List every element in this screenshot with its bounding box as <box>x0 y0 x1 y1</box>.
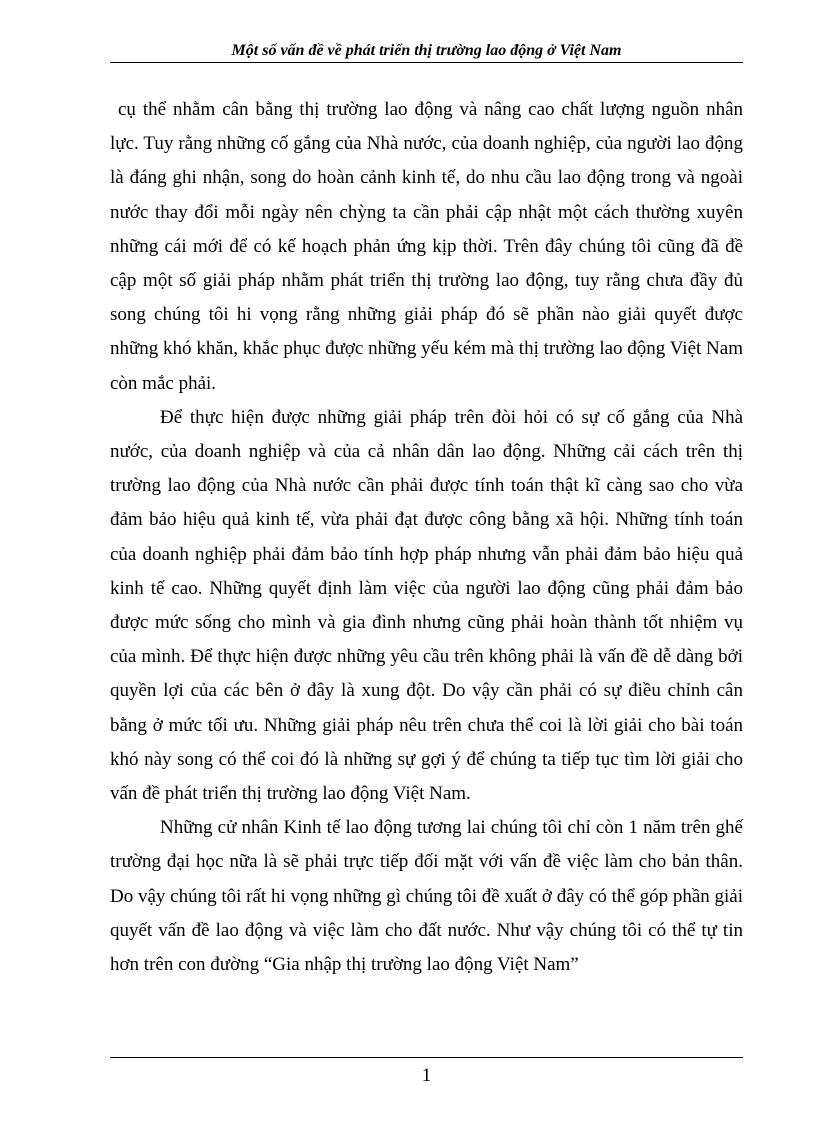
paragraph-1-text: cụ thể nhằm cân bằng thị trường lao động và nâng cao chất lượng nguồn nhân lực. Tuy rằng những cố gắng của Nhà nước, của doanh nghiệp, của người lao động là đáng ghi nhận, song do hoàn cảnh kinh tế, do nhu cầu lao động trong và ngoài nước thay đổi mỗi ngày nên chỳng ta cần phải cập nhật một cách thường xuyên những cái mới để có kế hoạch phản ứng kịp thời. Trên đây chúng tôi cũng đã đề cập một số giải pháp nhằm phát triển thị trường lao động, tuy rằng chưa đầy đủ song chúng tôi hi vọng rằng những giải pháp đó sẽ phần nào giải quyết được những khó khăn, khắc phục được những yếu kém mà thị trường lao động Việt Nam còn mắc phải. <box>110 99 743 394</box>
paragraph-2: Để thực hiện được những giải pháp trên đòi hỏi có sự cố gắng của Nhà nước, của doanh nghiệp và của cả nhân dân lao động. Những cải cách trên thị trường lao động của Nhà nước cần phải được tính toán thật kĩ càng sao cho vừa đảm bảo hiệu quả kinh tế, vừa phải đạt được công bằng xã hội. Những tính toán của doanh nghiệp phải đảm bảo tính hợp pháp nhưng vẫn phải đảm bảo hiệu quả kinh tế cao. Những quyết định làm việc của người lao động cũng phải đảm bảo được mức sống cho mình và gia đình nhưng cũng phải hoàn thành tốt nhiệm vụ của mình. Để thực hiện được những yêu cầu trên không phải là vấn đề dễ dàng bởi quyền lợi của các bên ở đây là xung đột. Do vậy cần phải có sự điều chỉnh cân bằng ở mức tối ưu. Những giải pháp nêu trên chưa thể coi là lời giải cho bài toán khó này song có thể coi đó là những sự gợi ý để chúng ta tiếp tục tìm lời giải cho vấn đề phát triển thị trường lao động Việt Nam. <box>110 406 743 805</box>
footer-divider <box>110 1057 743 1058</box>
paragraph-3: Những cử nhân Kinh tế lao động tương lai chúng tôi chỉ còn 1 năm trên ghế trường đại học nữa là sẽ phải trực tiếp đối mặt với vấn đề việc làm cho bản thân. Do vậy chúng tôi rất hi vọng những gì chúng tôi đề xuất ở đây có thể góp phần giải quyết vấn đề lao động và việc làm cho đất nước. Như vậy chúng tôi có thể tự tin hơn trên con đường “Gia nhập thị trường lao động Việt Nam” <box>110 817 743 976</box>
header-divider <box>110 62 743 63</box>
page-number: 1 <box>421 1065 432 1086</box>
running-header: Một số vấn đề về phát triển thị trường lao động ở Việt Nam <box>231 42 622 59</box>
paragraph-1 <box>110 93 743 401</box>
document-body <box>110 93 743 982</box>
